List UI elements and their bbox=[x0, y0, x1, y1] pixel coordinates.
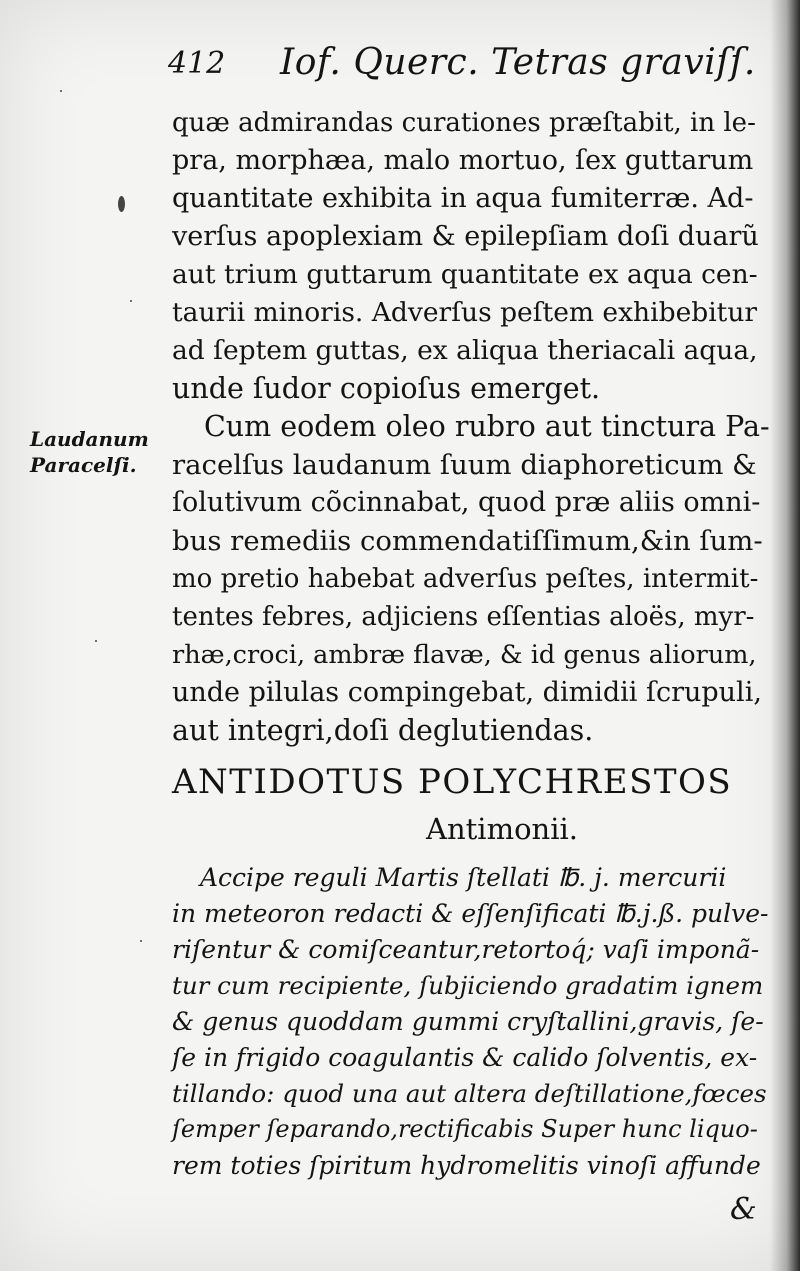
text-line: quæ admirandas curationes præſtabit, in le- bbox=[172, 108, 756, 138]
recipe-line: & genus quoddam gummi cryſtallini,gravis, ſe- bbox=[172, 1007, 764, 1036]
page-gutter-shadow bbox=[770, 0, 800, 1271]
text-line: pra, morphæa, malo mortuo, ſex guttarum bbox=[172, 145, 754, 176]
text-line: Cum eodem oleo rubro aut tinctura Pa- bbox=[204, 410, 770, 443]
margin-note bbox=[30, 426, 160, 478]
margin-note-line: Paracelſi. bbox=[30, 453, 137, 477]
text-line: bus remediis commendatiſſimum,&in ſum- bbox=[172, 525, 763, 557]
recipe-line: riſentur & comiſceantur,retortoq́; vaſi imponã- bbox=[172, 935, 760, 964]
section-title: ANTIDOTUS POLYCHRESTOS bbox=[172, 762, 733, 802]
recipe-line: tillando: quod una aut altera deſtillatione,fœces bbox=[172, 1079, 767, 1108]
text-line: tentes febres, adjiciens eſſentias aloës, myr- bbox=[172, 602, 755, 632]
text-line: taurii minoris. Adverſus peſtem exhibebitur bbox=[172, 297, 758, 328]
margin-note-line: Laudanum bbox=[30, 427, 149, 451]
text-line: racelſus laudanum ſuum diaphoreticum & bbox=[172, 449, 757, 481]
text-line: rhæ,croci, ambræ flavæ, & id genus aliorum, bbox=[172, 640, 757, 670]
text-line: quantitate exhibita in aqua fumiterræ. Ad- bbox=[172, 183, 754, 214]
recipe-line: ſe in frigido coagulantis & calido ſolventis, ex- bbox=[172, 1043, 758, 1072]
section-subtitle: Antimonii. bbox=[426, 812, 578, 846]
page-header bbox=[168, 40, 768, 90]
text-line: ſolutivum cõcinnabat, quod præ aliis omni- bbox=[172, 487, 761, 518]
recipe-line: Accipe reguli Martis ſtellati ℔. j. mercurii bbox=[200, 863, 727, 892]
text-line: aut integri,doſi deglutiendas. bbox=[172, 714, 594, 747]
recipe-line: ſemper ſeparando,rectificabis Super hunc liquo- bbox=[172, 1115, 758, 1143]
text-line: aut trium guttarum quantitate ex aqua cen- bbox=[172, 259, 758, 290]
text-line: verſus apoplexiam & epilepſiam doſi duarũ bbox=[172, 221, 759, 252]
recipe-line: in meteoron redacti & eſſenſificati ℔.j.ß. pulve- bbox=[172, 899, 769, 928]
text-line: unde pilulas compingebat, dimidii ſcrupuli, bbox=[172, 677, 762, 708]
text-line: unde ſudor copioſus emerget. bbox=[172, 372, 601, 405]
recipe-line: tur cum recipiente, ſubjiciendo gradatim ignem bbox=[172, 971, 764, 1000]
running-head: Iof. Querc. Tetras graviſſ. bbox=[280, 42, 756, 83]
text-line: mo pretio habebat adverſus peſtes, intermit- bbox=[172, 564, 759, 594]
recipe-line: rem toties ſpiritum hydromelitis vinoſi affunde bbox=[172, 1151, 761, 1180]
text-line: ad ſeptem guttas, ex aliqua theriacali aqua, bbox=[172, 335, 758, 366]
page-number: 412 bbox=[168, 46, 226, 81]
catchword: & bbox=[730, 1192, 757, 1227]
